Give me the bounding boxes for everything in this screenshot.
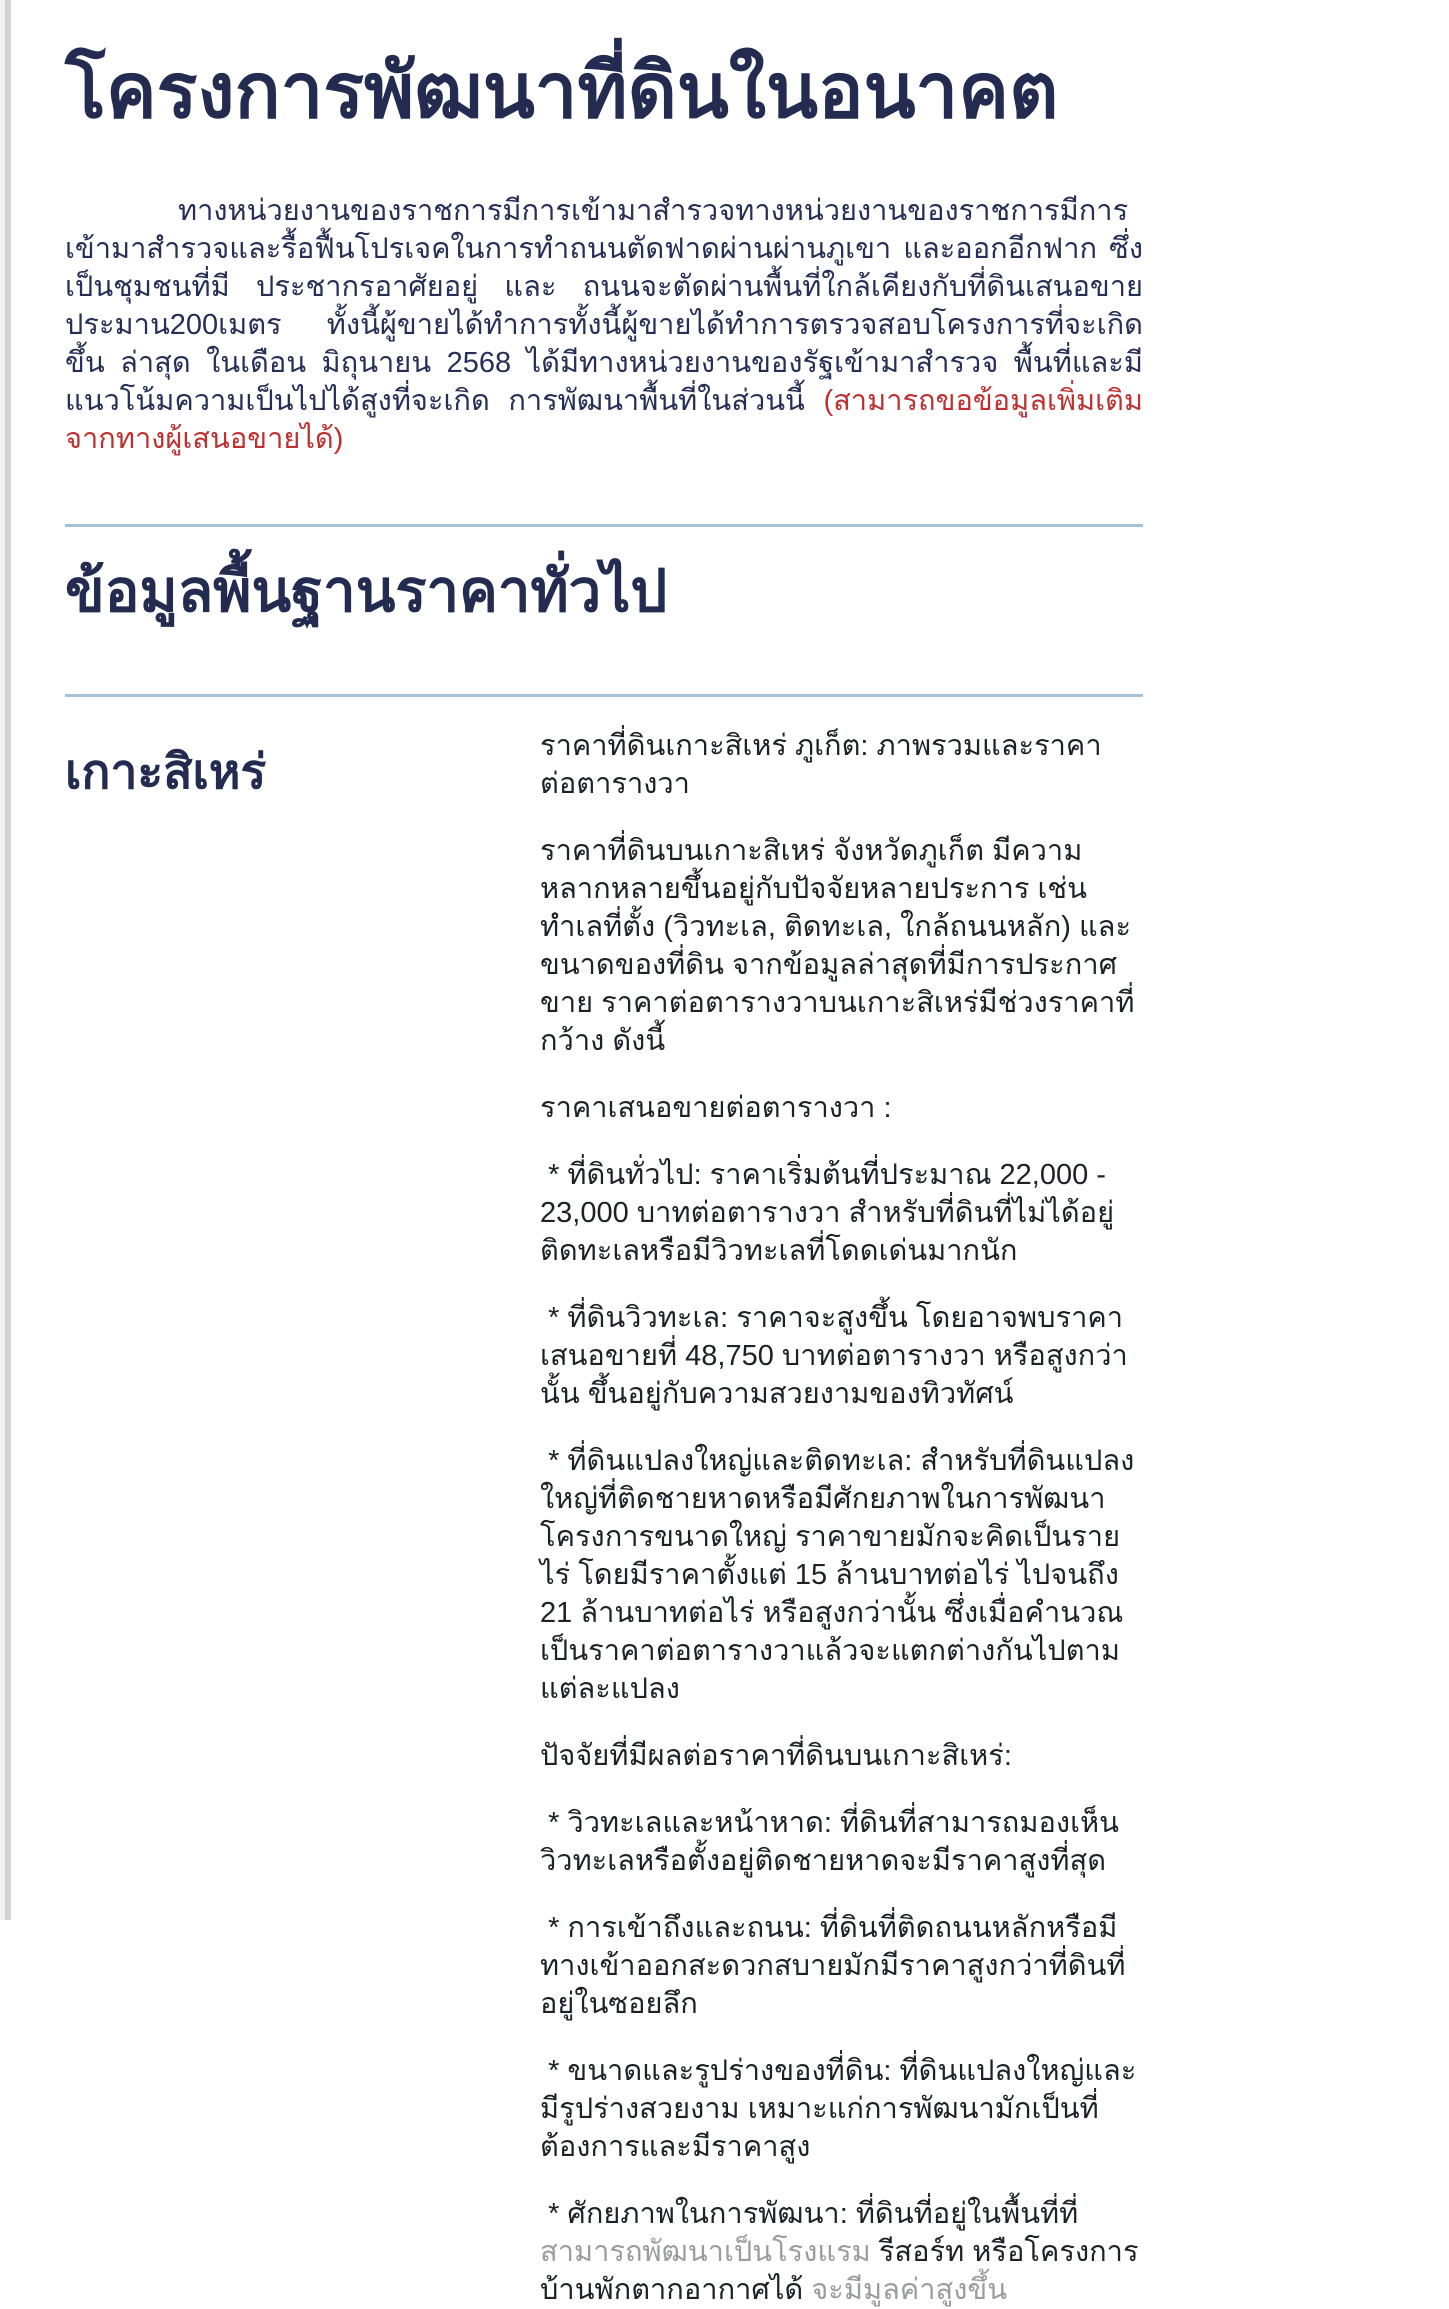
detail-paragraph: ราคาที่ดินเกาะสิเหร่ ภูเก็ต: ภาพรวมและราคาต่อตารางวา <box>540 730 1102 801</box>
detail-bullet: * ที่ดินวิวทะเล: ราคาจะสูงขึ้น โดยอาจพบราคาเสนอขายที่ 48,750 บาทต่อตารางวา หรือสูงกว่านั้น ขึ้นอยู่กับความสวยงามของทิวทัศน์ <box>540 1302 1128 1411</box>
section-heading: ข้อมูลพื้นฐานราคาทั่วไป <box>65 558 668 624</box>
final-segment-1: * ศักยภาพในการพัฒนา: ที่ดินที่อยู่ในพื้นที่ที่ <box>540 2198 1079 2231</box>
location-details-column <box>540 727 1143 2309</box>
detail-paragraph: ปัจจัยที่มีผลต่อราคาที่ดินบนเกาะสิเหร่: <box>540 1740 1012 1773</box>
page-edge <box>0 0 14 1920</box>
final-segment-3: รีสอร์ท หรือโครงการบ้านพักตากอากาศได้ <box>540 2236 1139 2307</box>
intro-note-red: (สามารถขอข้อมูลเพิ่มเติมจากทางผู้เสนอขายได้) <box>65 384 1143 455</box>
intro-text: ทางหน่วยงานของราชการมีการเข้ามาสำรวจทางหน่วยงานของราชการมีการเข้ามาสำรวจและรื้อฟื้นโปรเจคในการทำถนนตัดฟาดผ่านผ่านภูเขา และออกอีกฟาก ซึ่งเป็นชุมชนที่มี ประชากรอาศัยอยู่ และ ถนนจะตัดผ่านพื้นที่ใกล้เคียงกับที่ดินเสนอขาย ประมาน200เมตร ทั้งนี้ผู้ขายได้ทำการทั้งนี้ผู้ขายได้ทำการตรวจสอบโครงการที่จะเกิดขึ้น ล่าสุด ในเดือน มิถุนายน 2568 ได้มีทางหน่วยงานของรัฐเข้ามาสำรวจ พื้นที่และมีแนวโน้มความเป็นไปได้สูงที่จะเกิด การพัฒนาพื้นที่ในส่วนนี้ <box>65 194 1143 417</box>
location-section <box>65 727 1143 2309</box>
final-segment-2-muted: สามารถพัฒนาเป็นโรงแรม <box>540 2236 871 2269</box>
detail-bullet: * ขนาดและรูปร่างของที่ดิน: ที่ดินแปลงใหญ่และมีรูปร่างสวยงาม เหมาะแก่การพัฒนามักเป็นที่ต้องการและมีราคาสูง <box>540 2055 1137 2164</box>
detail-paragraph: ราคาที่ดินบนเกาะสิเหร่ จังหวัดภูเก็ต มีความหลากหลายขึ้นอยู่กับปัจจัยหลายประการ เช่น ทำเลที่ตั้ง (วิวทะเล, ติดทะเล, ใกล้ถนนหลัก) และขนาดของที่ดิน จากข้อมูลล่าสุดที่มีการประกาศขาย ราคาต่อตารางวาบนเกาะสิเหร่มีช่วงราคาที่กว้าง ดังนี้ <box>540 835 1135 1058</box>
detail-bullet: * วิวทะเลและหน้าหาด: ที่ดินที่สามารถมองเห็นวิวทะเลหรือตั้งอยู่ติดชายหาดจะมีราคาสูงที่สุด <box>540 1807 1119 1878</box>
final-segment-4-muted: จะมีมูลค่าสูงขึ้น <box>811 2274 1008 2307</box>
divider-bottom <box>65 694 1143 697</box>
page-title: โครงการพัฒนาที่ดินในอนาคต <box>65 49 1059 134</box>
detail-paragraph: ราคาเสนอขายต่อตารางวา : <box>540 1092 892 1125</box>
detail-bullet-final <box>540 2195 1143 2309</box>
document <box>65 0 1143 2309</box>
detail-bullet: * ที่ดินแปลงใหญ่และติดทะเล: สำหรับที่ดินแปลงใหญ่ที่ติดชายหาดหรือมีศักยภาพในการพัฒนาโครงการขนาดใหญ่ ราคาขายมักจะคิดเป็นรายไร่ โดยมีราคาตั้งแต่ 15 ล้านบาทต่อไร่ ไปจนถึง 21 ล้านบาทต่อไร่ หรือสูงกว่านั้น ซึ่งเมื่อคำนวณเป็นราคาต่อตารางวาแล้วจะแตกต่างกันไปตามแต่ละแปลง <box>540 1445 1135 1706</box>
location-label-column <box>65 727 540 809</box>
location-name: เกาะสิเหร่ <box>65 746 267 800</box>
detail-bullet: * การเข้าถึงและถนน: ที่ดินที่ติดถนนหลักหรือมีทางเข้าออกสะดวกสบายมักมีราคาสูงกว่าที่ดินที่อยู่ในซอยลึก <box>540 1912 1126 2021</box>
intro-paragraph <box>65 192 1143 458</box>
detail-bullet: * ที่ดินทั่วไป: ราคาเริ่มต้นที่ประมาณ 22,000 - 23,000 บาทต่อตารางวา สำหรับที่ดินที่ไม่ได้อยู่ติดทะเลหรือมีวิวทะเลที่โดดเด่นมากนัก <box>540 1159 1115 1268</box>
